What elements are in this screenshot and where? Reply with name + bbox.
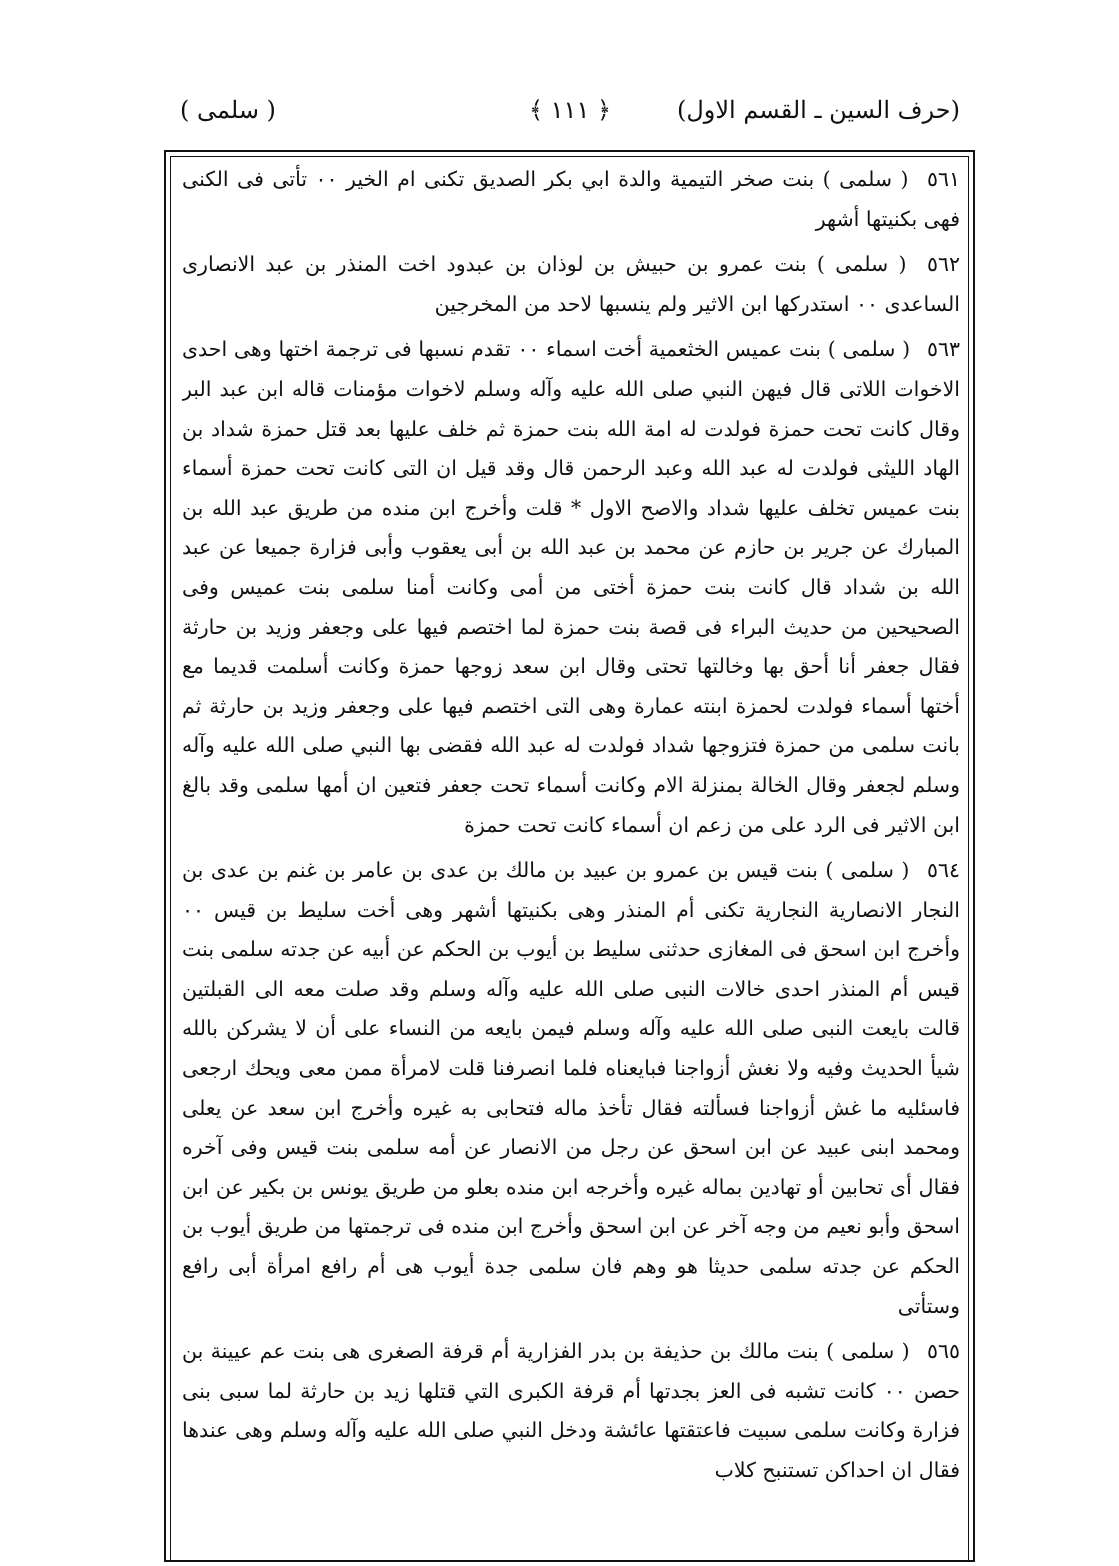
chapter-title: (حرف السين ـ القسم الاول) (676, 96, 960, 124)
entry-text: ( سلمى ) بنت مالك بن حذيفة بن بدر الفزارية أم قرفة الصغرى هى بنت عم عيينة بن حصن ٠٠ كانت تشبه فى العز بجدتها أم قرفة الكبرى التي قتلها زيد بن حارثة لما سبى بنى فزارة وكانت سلمى سبيت فاعتقتها عائشة ودخل النبي صلى الله عليه وآله وسلم وهى عندها فقال ان احداكن تستنبح كلاب (182, 1339, 960, 1482)
entry-564 (182, 851, 960, 1326)
page-number: ﴿ ١١١ ﴾ (528, 96, 612, 124)
entry-562 (182, 245, 960, 324)
page-body (182, 160, 960, 1560)
entry-number: ٥٦١ (926, 167, 960, 191)
entry-number: ٥٦٥ (926, 1339, 960, 1364)
entry-563 (182, 330, 960, 845)
entry-number: ٥٦٢ (926, 252, 960, 277)
entry-number: ٥٦٣ (926, 337, 960, 362)
entry-text: ( سلمى ) بنت عمرو بن حبيش بن لوذان بن عبدود اخت المنذر بن عبد الانصارى الساعدى ٠٠ استدركها ابن الاثير ولم ينسبها لاحد من المخرجين (182, 252, 960, 316)
running-head: ( سلمى ) (180, 96, 276, 124)
entry-text: ( سلمى ) بنت صخر التيمية والدة ابي بكر الصديق تكنى ام الخير ٠٠ تأتى فى الكنى فهى بكنيتها أشهر (182, 167, 960, 231)
entry-text: ( سلمى ) بنت عميس الخثعمية أخت اسماء ٠٠ تقدم نسبها فى ترجمة اختها وهى احدى الاخوات اللاتى قال فيهن النبي صلى الله عليه وآله وسلم لاخوات مؤمنات قاله ابن عبد البر وقال كانت تحت حمزة فولدت له امة الله بنت حمزة ثم خلف عليها بعد قتل حمزة شداد بن الهاد الليثى فولدت له عبد الله وعبد الرحمن قال وقد قيل ان التى كانت تحت حمزة أسماء بنت عميس تخلف عليها شداد والاصح الاول * قلت وأخرج ابن منده من طريق عبد الله بن المبارك عن جرير بن حازم عن محمد بن عبد الله بن أبى يعقوب وأبى فزارة جميعا عن عبد الله بن شداد قال كانت بنت حمزة أختى من أمى وكانت أمنا سلمى بنت عميس وفى الصحيحين من حديث البراء فى قصة بنت حمزة لما اختصم فيها على وجعفر وزيد بن حارثة فقال جعفر أنا أحق بها وخالتها تحتى وقال ابن سعد زوجها حمزة وكانت أسلمت قديما مع أختها أسماء فولدت لحمزة ابنته عمارة وهى التى اختصم فيها على وجعفر وزيد بن حارثة ثم بانت سلمى من حمزة فتزوجها شداد فولدت له عبد الله فقضى بها النبي صلى الله عليه وآله وسلم لجعفر وقال الخالة بمنزلة الام وكانت أسماء تحت جعفر فتعين ان أمها سلمى وقد بالغ ابن الاثير فى الرد على من زعم ان أسماء كانت تحت حمزة (182, 337, 960, 837)
entry-number: ٥٦٤ (926, 858, 960, 883)
entry-565 (182, 1332, 960, 1490)
entry-561 (182, 160, 960, 239)
page-header (180, 96, 960, 140)
entry-text: ( سلمى ) بنت قيس بن عمرو بن عبيد بن مالك بن عدى بن عامر بن غنم بن عدى بن النجار الانصارية النجارية تكنى أم المنذر وهى بكنيتها أشهر وهى أخت سليط بن قيس ٠٠ وأخرج ابن اسحق فى المغازى حدثنى سليط بن أيوب بن الحكم عن أبيه عن جدته سلمى بنت قيس أم المنذر احدى خالات النبى صلى الله عليه وآله وسلم وقد صلت معه الى القبلتين قالت بايعت النبى صلى الله عليه وآله وسلم فيمن بايعه من النساء على أن لا يشركن بالله شيأ الحديث وفيه ولا نغش أزواجنا فبايعناه فلما انصرفنا قلت لامرأة ممن معى ويحك ارجعى فاسئليه ما غش أزواجنا فسألته فقال تأخذ ماله فتحابى به غيره وأخرج ابن سعد عن يعلى ومحمد ابنى عبيد عن ابن اسحق عن رجل من الانصار عن أمه سلمى بنت قيس وفى آخره فقال أى تحابين أو تهادين بماله غيره وأخرجه ابن منده بعلو من طريق يونس بن بكير عن ابن اسحق وأبو نعيم من وجه آخر عن ابن اسحق وأخرج ابن منده فى ترجمتها من طريق أيوب بن الحكم عن جدته سلمى حديثا هو وهم فان سلمى جدة أيوب هى أم رافع امرأة أبى رافع وستأتى (182, 858, 960, 1318)
